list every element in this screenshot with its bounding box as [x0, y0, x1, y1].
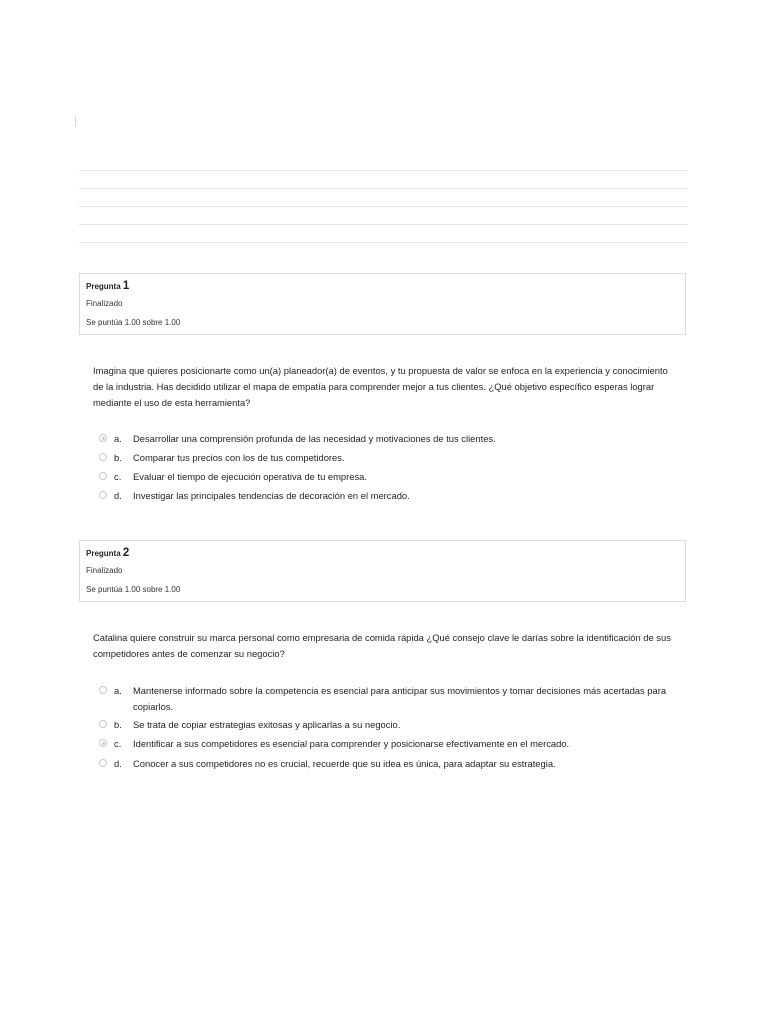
question-number: 1 — [122, 280, 130, 292]
summary-row-divider — [79, 170, 688, 171]
answer-letter: c. — [114, 471, 122, 482]
radio-button[interactable] — [99, 491, 107, 499]
answer-letter: a. — [114, 433, 122, 444]
question-2-info — [79, 540, 686, 602]
answer-letter: d. — [114, 490, 122, 501]
summary-row-divider — [79, 224, 688, 225]
summary-row-divider — [79, 242, 688, 243]
answer-text: Comparar tus precios con los de tus competidores. — [133, 452, 345, 463]
question-label: Pregunta — [86, 282, 121, 291]
radio-button[interactable] — [99, 686, 107, 694]
question-1-text: Imagina que quieres posicionarte como un(a) planeador(a) de eventos, y tu propuesta de valor se enfoca en la experiencia y conocimiento de la industria. Has decidido utilizar el mapa de empatía para comprender mejor a tus clientes. ¿Qué objetivo específico esperas lograr mediante el uso de esta herramienta? — [93, 365, 668, 408]
answer-text: Evaluar el tiempo de ejecución operativa de tu empresa. — [133, 471, 367, 482]
radio-button[interactable] — [99, 759, 107, 767]
answer-text: Conocer a sus competidores no es crucial, recuerde que su idea es única, para adaptar su estrategia. — [133, 758, 556, 769]
radio-button[interactable] — [99, 720, 107, 728]
answer-text: Se trata de copiar estrategias exitosas y aplicarlas a su negocio. — [133, 719, 401, 730]
question-grade: Se puntúa 1.00 sobre 1.00 — [86, 585, 181, 594]
summary-row-divider — [79, 188, 688, 189]
summary-row-divider — [79, 206, 688, 207]
radio-button[interactable] — [99, 472, 107, 480]
answer-text: Desarrollar una comprensión profunda de las necesidad y motivaciones de tus clientes. — [133, 433, 496, 444]
answer-text: Investigar las principales tendencias de decoración en el mercado. — [133, 490, 410, 501]
answer-letter: b. — [114, 719, 122, 730]
question-2-title — [86, 547, 129, 559]
answer-letter: c. — [114, 738, 122, 749]
question-1-title — [86, 280, 129, 292]
page-marker — [75, 116, 76, 127]
answer-letter: d. — [114, 758, 122, 769]
radio-button[interactable] — [99, 434, 107, 442]
question-state: Finalizado — [86, 299, 123, 308]
answer-letter: a. — [114, 685, 122, 696]
radio-button[interactable] — [99, 453, 107, 461]
answer-letter: b. — [114, 452, 122, 463]
radio-button[interactable] — [99, 739, 107, 747]
answer-text: Identificar a sus competidores es esencial para comprender y posicionarse efectivamente en el mercado. — [133, 738, 570, 749]
question-2-text: Catalina quiere construir su marca personal como empresaria de comida rápida ¿Qué consejo clave le darías sobre la identificación de sus competidores antes de comenzar su negocio? — [93, 632, 671, 659]
question-number: 2 — [122, 547, 130, 559]
question-label: Pregunta — [86, 549, 121, 558]
question-grade: Se puntúa 1.00 sobre 1.00 — [86, 318, 181, 327]
answer-text: Mantenerse informado sobre la competencia es esencial para anticipar sus movimientos y tomar decisiones más acertadas para copiarlos. — [133, 685, 667, 712]
question-1-info — [79, 273, 686, 335]
question-state: Finalizado — [86, 566, 123, 575]
